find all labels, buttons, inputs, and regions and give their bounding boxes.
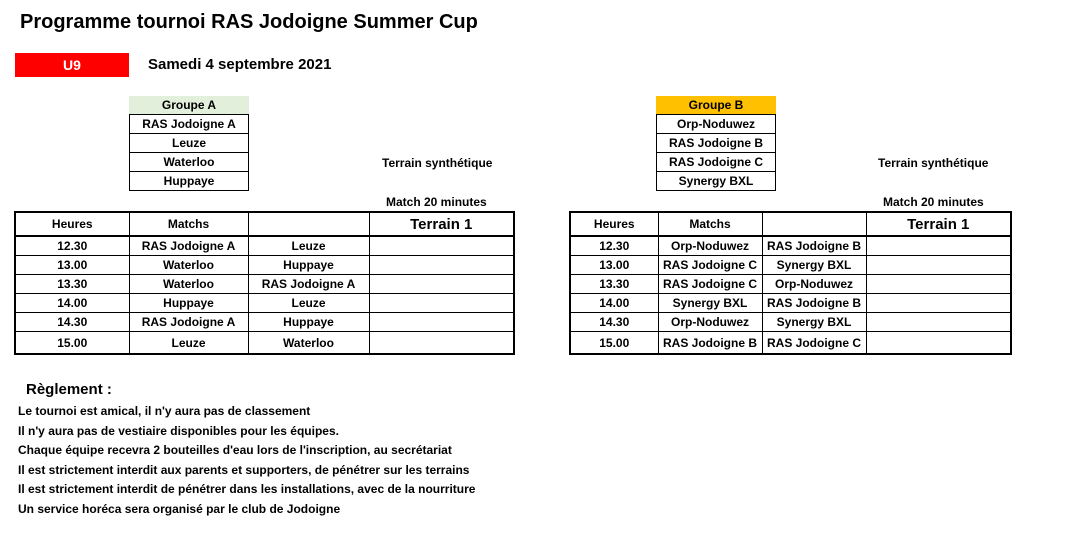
table-row	[570, 294, 1011, 313]
away-team: Huppaye	[248, 313, 369, 332]
home-team: RAS Jodoigne A	[129, 313, 248, 332]
tournament-date: Samedi 4 septembre 2021	[148, 56, 332, 73]
rule-item: Il n'y aura pas de vestiaire disponibles pour les équipes.	[18, 423, 339, 438]
time-column-header: Heures	[15, 212, 129, 236]
match-time: 14.30	[570, 313, 658, 332]
home-team: Orp-Noduwez	[658, 313, 762, 332]
rules-list	[18, 402, 475, 520]
rules-title: Règlement :	[26, 381, 112, 398]
surface-label-b: Terrain synthétique	[878, 156, 989, 170]
rule-item: Il est strictement interdit aux parents et supporters, de pénétrer sur les terrains	[18, 462, 470, 477]
away-team: RAS Jodoigne B	[762, 236, 866, 256]
field-cell	[369, 294, 514, 313]
field-cell	[369, 313, 514, 332]
field-column-header: Terrain 1	[369, 212, 514, 236]
table-row	[570, 313, 1011, 332]
table-header-row	[570, 212, 1011, 236]
rule-item: Il est strictement interdit de pénétrer dans les installations, avec de la nourriture	[18, 482, 476, 497]
surface-label-a: Terrain synthétique	[382, 156, 493, 170]
field-cell	[369, 332, 514, 355]
group-a-team: Waterloo	[129, 153, 249, 172]
opponent-column-header	[248, 212, 369, 236]
category-badge: U9	[15, 53, 129, 77]
table-row	[570, 236, 1011, 256]
group-b-team: RAS Jodoigne B	[656, 134, 776, 153]
schedule-table-a	[14, 211, 515, 355]
match-time: 15.00	[15, 332, 129, 355]
field-cell	[866, 294, 1011, 313]
match-time: 14.30	[15, 313, 129, 332]
group-b-team: Synergy BXL	[656, 172, 776, 191]
group-a-box	[129, 96, 249, 191]
page-title: Programme tournoi RAS Jodoigne Summer Cup	[20, 11, 478, 33]
group-b-box	[656, 96, 776, 191]
match-time: 13.30	[570, 275, 658, 294]
field-cell	[866, 332, 1011, 355]
table-row	[15, 256, 514, 275]
table-row	[15, 294, 514, 313]
away-team: Synergy BXL	[762, 313, 866, 332]
table-header-row	[15, 212, 514, 236]
home-team: RAS Jodoigne C	[658, 275, 762, 294]
away-team: RAS Jodoigne A	[248, 275, 369, 294]
away-team: RAS Jodoigne B	[762, 294, 866, 313]
home-team: RAS Jodoigne B	[658, 332, 762, 355]
field-cell	[369, 236, 514, 256]
group-a-team: Leuze	[129, 134, 249, 153]
home-team: RAS Jodoigne C	[658, 256, 762, 275]
rule-item: Chaque équipe recevra 2 bouteilles d'eau lors de l'inscription, au secrétariat	[18, 443, 452, 458]
field-cell	[369, 256, 514, 275]
home-team: RAS Jodoigne A	[129, 236, 248, 256]
table-row	[15, 275, 514, 294]
home-team: Synergy BXL	[658, 294, 762, 313]
home-team: Waterloo	[129, 256, 248, 275]
match-time: 12.30	[15, 236, 129, 256]
group-a-header: Groupe A	[129, 96, 249, 114]
home-team: Orp-Noduwez	[658, 236, 762, 256]
field-cell	[866, 275, 1011, 294]
match-time: 15.00	[570, 332, 658, 355]
home-team: Huppaye	[129, 294, 248, 313]
group-b-team: RAS Jodoigne C	[656, 153, 776, 172]
group-a-team: Huppaye	[129, 172, 249, 191]
match-time: 13.00	[15, 256, 129, 275]
field-cell	[866, 313, 1011, 332]
group-a-team: RAS Jodoigne A	[129, 114, 249, 134]
group-b-header: Groupe B	[656, 96, 776, 114]
away-team: Synergy BXL	[762, 256, 866, 275]
match-time: 12.30	[570, 236, 658, 256]
opponent-column-header	[762, 212, 866, 236]
table-row	[570, 256, 1011, 275]
schedule-table-b	[569, 211, 1012, 355]
match-time: 14.00	[570, 294, 658, 313]
field-cell	[866, 256, 1011, 275]
field-cell	[866, 236, 1011, 256]
table-row	[15, 313, 514, 332]
rule-item: Un service horéca sera organisé par le club de Jodoigne	[18, 501, 341, 516]
home-team: Leuze	[129, 332, 248, 355]
away-team: Orp-Noduwez	[762, 275, 866, 294]
matches-column-header: Matchs	[658, 212, 762, 236]
table-row	[570, 332, 1011, 355]
match-time: 13.30	[15, 275, 129, 294]
away-team: Leuze	[248, 294, 369, 313]
away-team: Leuze	[248, 236, 369, 256]
table-row	[570, 275, 1011, 294]
matches-column-header: Matchs	[129, 212, 248, 236]
match-duration-b: Match 20 minutes	[883, 195, 984, 209]
table-row	[15, 332, 514, 355]
home-team: Waterloo	[129, 275, 248, 294]
group-b-team: Orp-Noduwez	[656, 114, 776, 134]
table-row	[15, 236, 514, 256]
match-time: 13.00	[570, 256, 658, 275]
rule-item: Le tournoi est amical, il n'y aura pas de classement	[18, 404, 311, 418]
field-column-header: Terrain 1	[866, 212, 1011, 236]
match-time: 14.00	[15, 294, 129, 313]
field-cell	[369, 275, 514, 294]
away-team: RAS Jodoigne C	[762, 332, 866, 355]
time-column-header: Heures	[570, 212, 658, 236]
away-team: Waterloo	[248, 332, 369, 355]
match-duration-a: Match 20 minutes	[386, 195, 487, 209]
away-team: Huppaye	[248, 256, 369, 275]
